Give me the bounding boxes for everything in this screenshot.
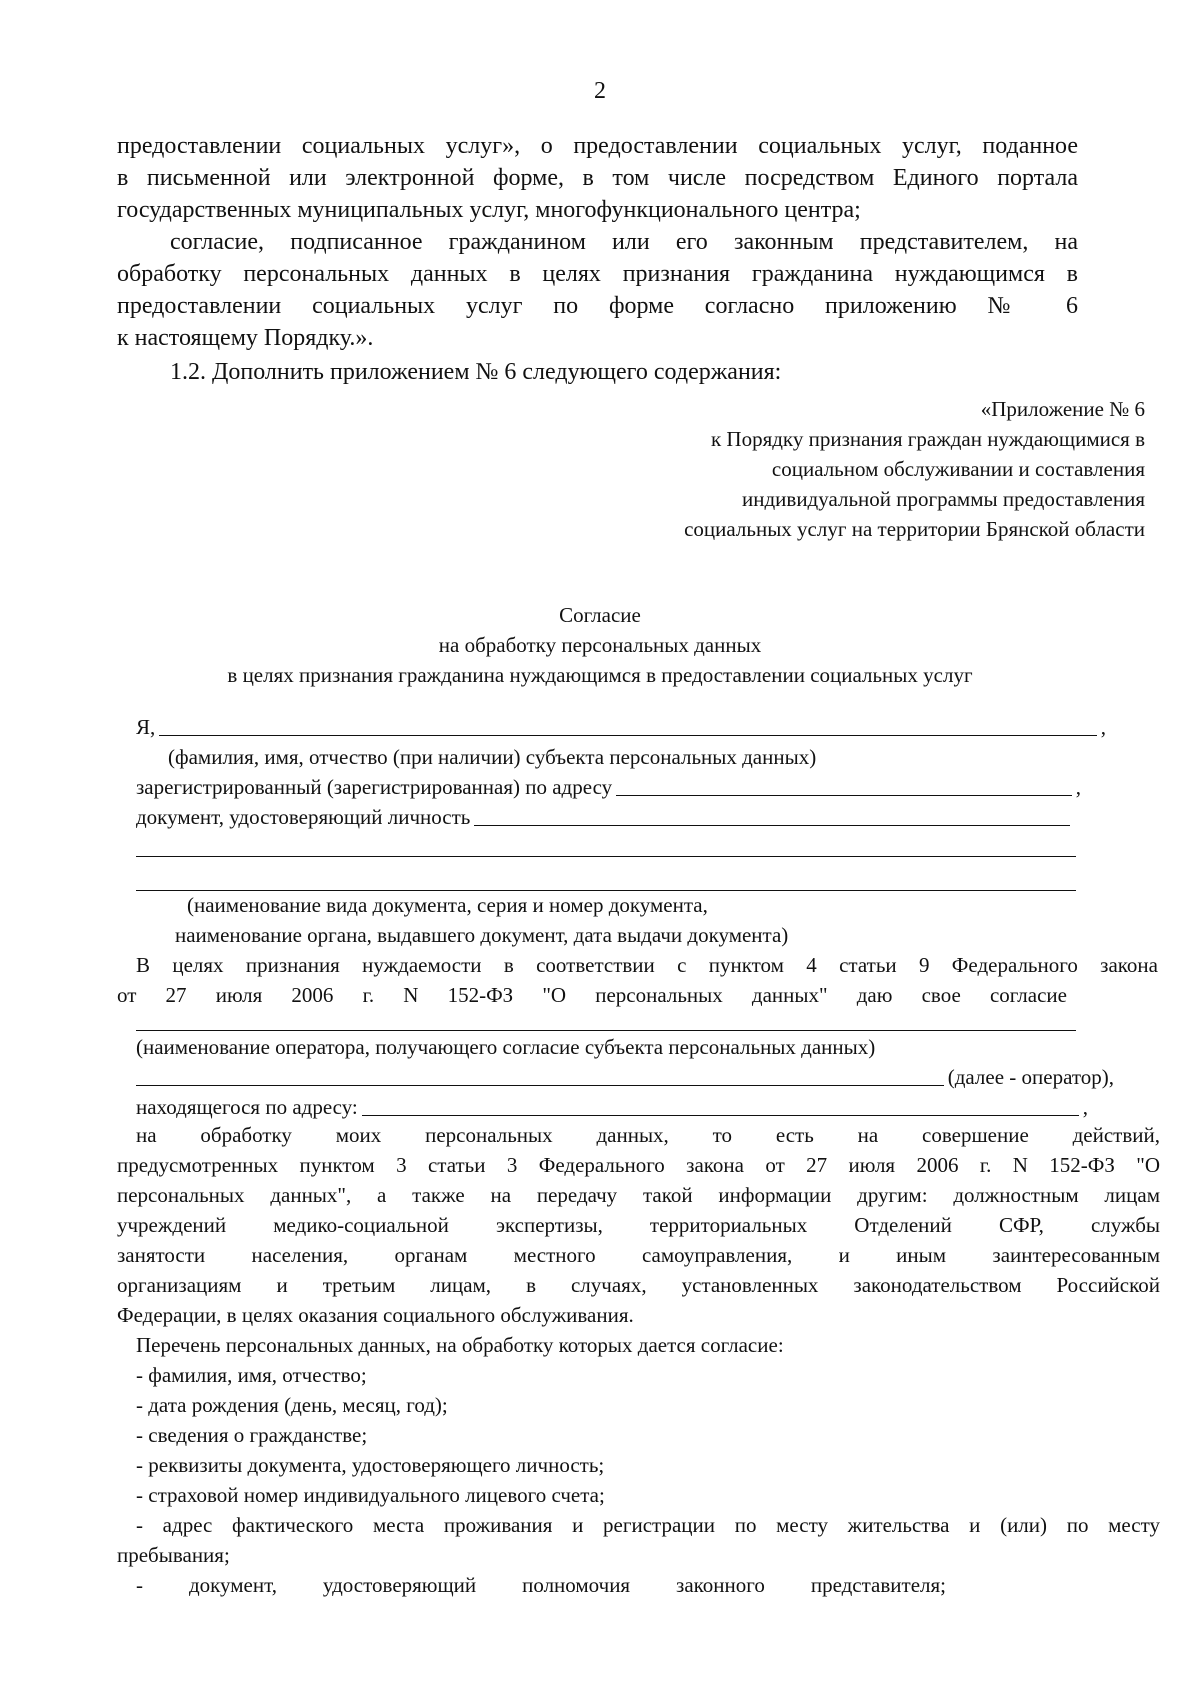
consent-subtitle: на обработку персональных данных bbox=[438, 633, 762, 657]
list-item-continuation: пребывания; bbox=[117, 1543, 230, 1567]
appendix-line: «Приложение № 6 bbox=[980, 397, 1145, 421]
fio-caption: (фамилия, имя, отчество (при наличии) субъекта персональных данных) bbox=[168, 745, 817, 769]
appendix-line: индивидуальной программы предоставления bbox=[742, 487, 1145, 511]
intro-line: предоставлении социальных услуг», о предоставлении социальных услуг, поданное bbox=[117, 133, 1078, 159]
section-heading: 1.2. Дополнить приложением № 6 следующего содержания: bbox=[170, 359, 782, 385]
intro-line: в письменной или электронной форме, в том числе посредством Единого портала bbox=[117, 165, 1078, 191]
address-blank[interactable] bbox=[616, 794, 1072, 796]
operator-caption: (наименование оператора, получающего согласие субъекта персональных данных) bbox=[136, 1035, 876, 1059]
comma: , bbox=[1075, 775, 1081, 799]
document-label: документ, удостоверяющий личность bbox=[136, 805, 471, 829]
purpose-line: от 27 июля 2006 г. N 152-ФЗ "О персональных данных" даю свое согласие bbox=[117, 983, 1067, 1007]
registered-label: зарегистрированный (зарегистрированная) по адресу bbox=[136, 775, 613, 799]
comma: , bbox=[1100, 715, 1106, 739]
operator-suffix: (далее - оператор), bbox=[947, 1065, 1114, 1089]
body-line: на обработку моих персональных данных, то есть на совершение действий, bbox=[136, 1123, 1160, 1147]
list-item: - страховой номер индивидуального лицевого счета; bbox=[136, 1483, 605, 1507]
list-item: - адрес фактического места проживания и регистрации по месту жительства и (или) по месту bbox=[136, 1513, 1160, 1537]
address-field-row bbox=[136, 772, 1081, 802]
body-line: Федерации, в целях оказания социального обслуживания. bbox=[117, 1303, 634, 1327]
body-line: персональных данных", а также на передачу такой информации другим: должностным лицам bbox=[117, 1183, 1160, 1207]
appendix-line: к Порядку признания граждан нуждающимися в bbox=[710, 427, 1145, 451]
consent-title: Согласие bbox=[559, 603, 641, 627]
operator-blank[interactable] bbox=[136, 1084, 944, 1086]
document-field-row bbox=[136, 802, 1074, 832]
intro-line: предоставлении социальных услуг по форме согласно приложению № 6 bbox=[117, 293, 1078, 319]
operator-blank-line[interactable] bbox=[136, 1030, 1076, 1031]
page-number: 2 bbox=[594, 78, 606, 104]
body-line: предусмотренных пунктом 3 статьи 3 Федерального закона от 27 июля 2006 г. N 152-ФЗ "О bbox=[117, 1153, 1160, 1177]
body-line: учреждений медико-социальной экспертизы, территориальных Отделений СФР, службы bbox=[117, 1213, 1160, 1237]
doc-caption: (наименование вида документа, серия и номер документа, bbox=[187, 893, 708, 917]
list-item: - дата рождения (день, месяц, год); bbox=[136, 1393, 448, 1417]
fio-field-row bbox=[136, 712, 1106, 742]
operator-field-row bbox=[136, 1062, 1114, 1092]
appendix-line: социальном обслуживании и составления bbox=[771, 457, 1145, 481]
fio-blank[interactable] bbox=[159, 734, 1096, 736]
list-item: - реквизиты документа, удостоверяющего личность; bbox=[136, 1453, 605, 1477]
list-item: - сведения о гражданстве; bbox=[136, 1423, 368, 1447]
consent-subtitle: в целях признания гражданина нуждающимся в предоставлении социальных услуг bbox=[227, 663, 973, 687]
ya-label: Я, bbox=[136, 715, 156, 739]
list-item: - фамилия, имя, отчество; bbox=[136, 1363, 367, 1387]
intro-line: к настоящему Порядку.». bbox=[117, 325, 374, 351]
body-line: организациям и третьим лицам, в случаях, установленных законодательством Российской bbox=[117, 1273, 1160, 1297]
intro-line: согласие, подписанное гражданином или его законным представителем, на bbox=[170, 229, 1078, 255]
document-blank-line[interactable] bbox=[136, 856, 1076, 857]
located-field-row bbox=[136, 1092, 1088, 1122]
document-blank[interactable] bbox=[474, 824, 1070, 826]
intro-line: государственных муниципальных услуг, многофункционального центра; bbox=[117, 197, 861, 223]
list-intro: Перечень персональных данных, на обработку которых дается согласие: bbox=[136, 1333, 784, 1357]
located-label: находящегося по адресу: bbox=[136, 1095, 358, 1119]
located-blank[interactable] bbox=[362, 1114, 1079, 1116]
intro-line: обработку персональных данных в целях признания гражданина нуждающимся в bbox=[117, 261, 1078, 287]
appendix-line: социальных услуг на территории Брянской области bbox=[684, 517, 1145, 541]
comma: , bbox=[1082, 1095, 1088, 1119]
body-line: занятости населения, органам местного самоуправления, и иным заинтересованным bbox=[117, 1243, 1160, 1267]
doc-caption: наименование органа, выдавшего документ, дата выдачи документа) bbox=[175, 923, 789, 947]
list-item: - документ, удостоверяющий полномочия законного представителя; bbox=[136, 1573, 946, 1597]
purpose-line: В целях признания нуждаемости в соответствии с пунктом 4 статьи 9 Федерального закона bbox=[136, 953, 1158, 977]
